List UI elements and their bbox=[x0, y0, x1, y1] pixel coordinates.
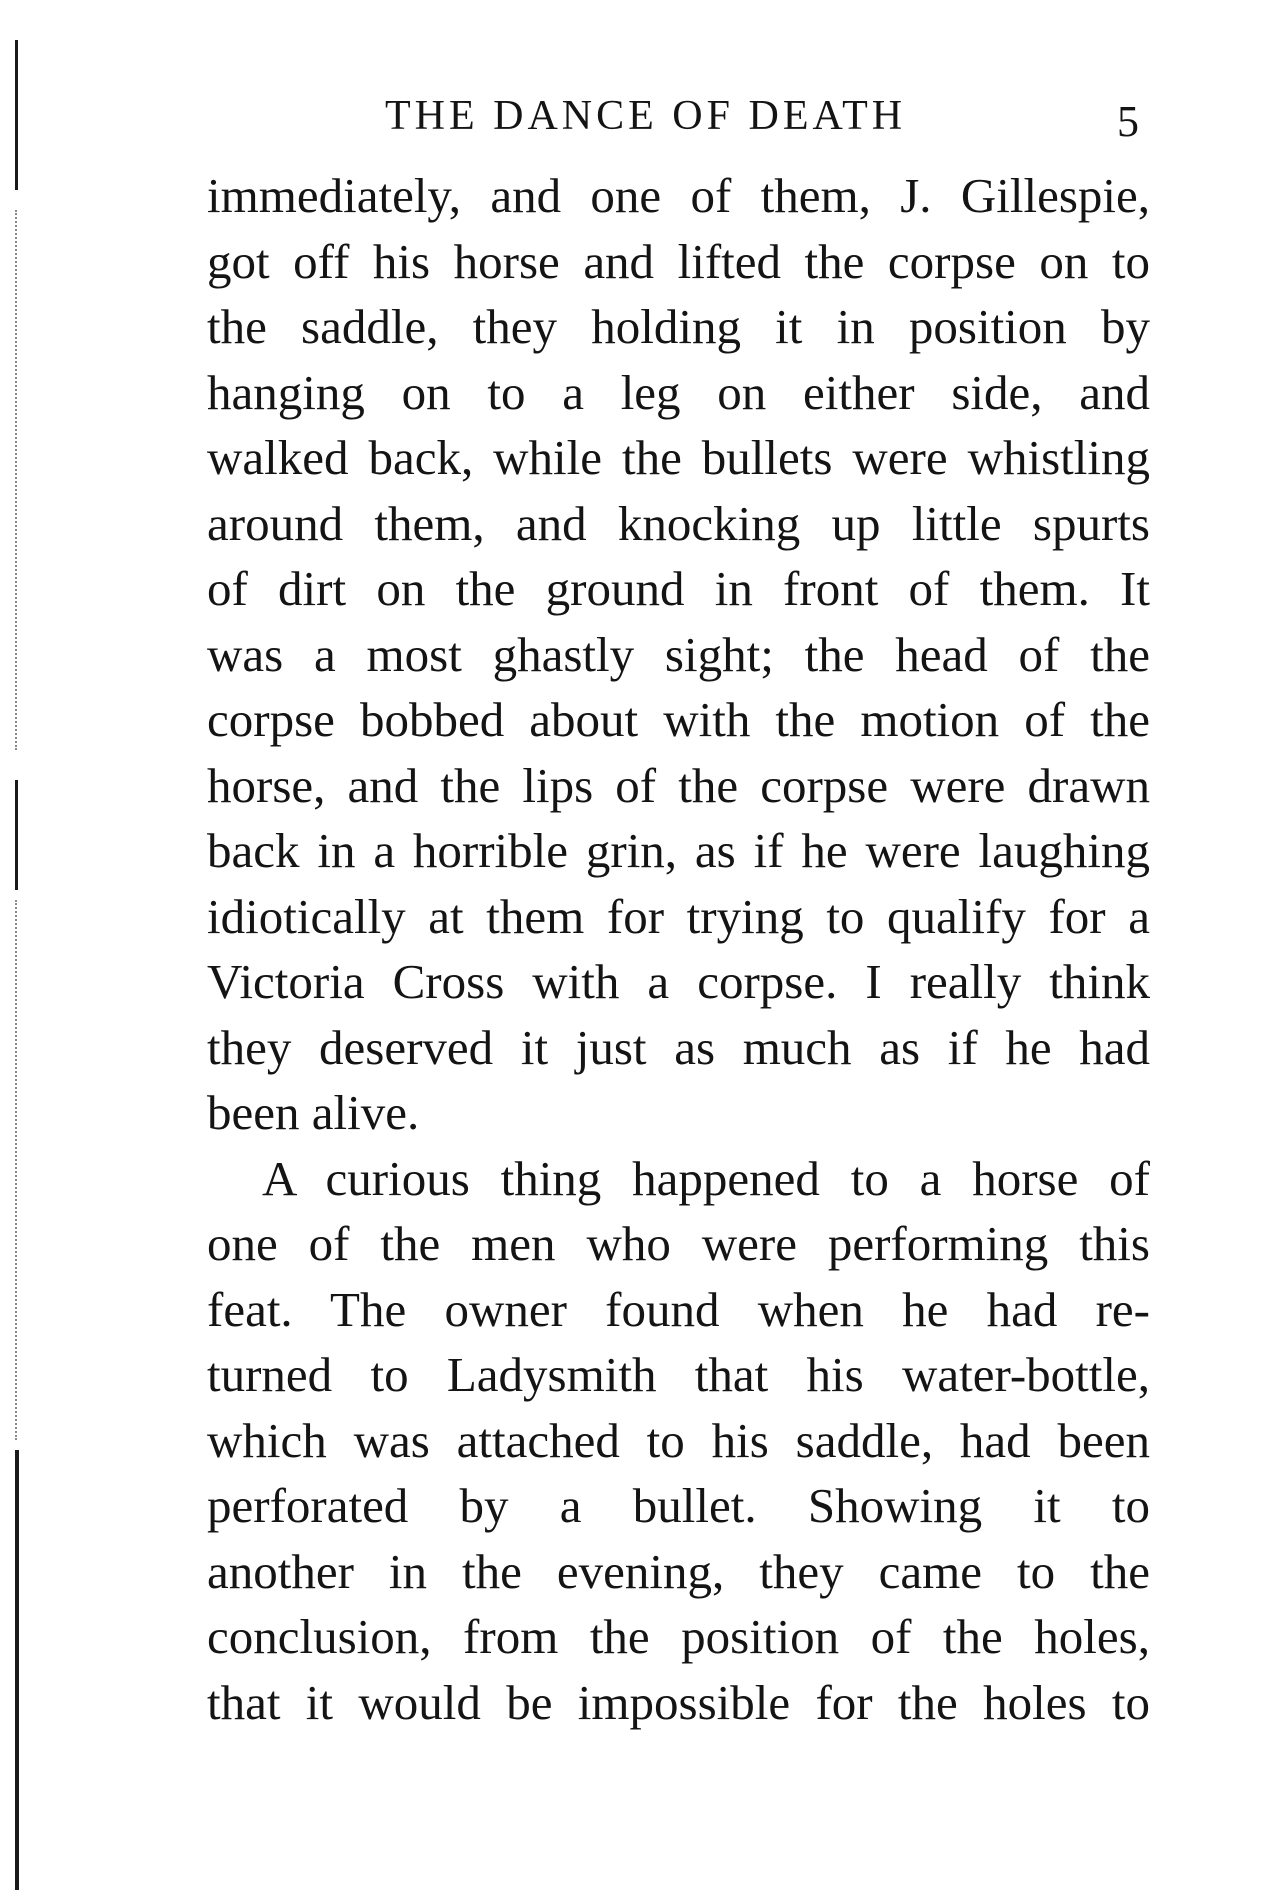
text-line: hanging on to a leg on either side, and bbox=[207, 364, 1150, 420]
text-line: of dirt on the ground in front of them. It bbox=[207, 561, 1150, 616]
text-line: that it would be impossible for the holes to bbox=[207, 1674, 1150, 1730]
text-line: conclusion, from the position of the holes, bbox=[207, 1609, 1150, 1664]
text-line: the saddle, they holding it in position by bbox=[207, 299, 1150, 354]
paragraph-start-line: A curious thing happened to a horse of bbox=[262, 1150, 1150, 1206]
binding-edge-dots bbox=[15, 900, 19, 1440]
binding-edge-line bbox=[15, 780, 18, 890]
text-line: turned to Ladysmith that his water-bottle, bbox=[207, 1347, 1150, 1402]
text-line: perforated by a bullet. Showing it to bbox=[207, 1478, 1150, 1533]
binding-edge-line bbox=[15, 40, 18, 190]
text-line: walked back, while the bullets were whistling bbox=[207, 430, 1150, 485]
running-title: THE DANCE OF DEATH bbox=[385, 93, 907, 139]
text-line: immediately, and one of them, J. Gillespie, bbox=[207, 168, 1150, 223]
binding-edge-dots bbox=[15, 210, 19, 750]
binding-edge-line bbox=[15, 1450, 19, 1890]
text-line: they deserved it just as much as if he had bbox=[207, 1019, 1150, 1075]
text-line: was a most ghastly sight; the head of the bbox=[207, 626, 1150, 682]
text-line: which was attached to his saddle, had been bbox=[207, 1412, 1150, 1468]
paragraph-end-line: been alive. bbox=[207, 1085, 420, 1140]
text-line: horse, and the lips of the corpse were drawn bbox=[207, 757, 1150, 813]
page-number: 5 bbox=[1117, 97, 1139, 146]
body-text bbox=[207, 163, 1150, 1735]
text-line: one of the men who were performing this bbox=[207, 1216, 1150, 1271]
text-line: around them, and knocking up little spurts bbox=[207, 495, 1150, 551]
text-line: another in the evening, they came to the bbox=[207, 1543, 1150, 1599]
text-line: feat. The owner found when he had re- bbox=[207, 1281, 1150, 1337]
text-line: back in a horrible grin, as if he were laughing bbox=[207, 823, 1150, 878]
text-line: idiotically at them for trying to qualify for a bbox=[207, 888, 1150, 944]
text-line: corpse bobbed about with the motion of the bbox=[207, 692, 1150, 747]
text-line: Victoria Cross with a corpse. I really think bbox=[207, 954, 1150, 1009]
text-line: got off his horse and lifted the corpse on to bbox=[207, 233, 1150, 289]
